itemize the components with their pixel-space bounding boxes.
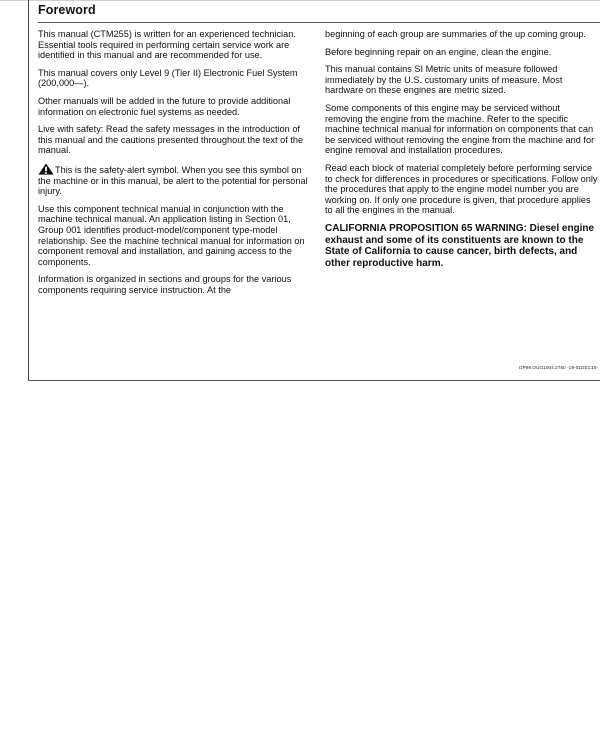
paragraph-service-without-removal: Some components of this engine may be serviced without removing the engine from the machine. Refer to the specific machine technical manual for information on components that can be serviced without removing the engine from the machine and for engine removal and installation procedures.: [325, 102, 595, 156]
heading-divider: [38, 22, 600, 23]
paragraph-live-with-safety: Live with safety: Read the safety messages in the introduction of this manual and the cautions presented throughout the text of the manual.: [38, 124, 304, 156]
document-code: DP99,OUO1004,2760 -19-01DEC10-: [519, 365, 598, 370]
paragraph-coverage: This manual covers only Level 9 (Tier II) Electronic Fuel System (200,000—).: [38, 67, 298, 89]
safety-alert-text: This is the safety-alert symbol. When you see this symbol on the machine or in this manual, be alert to the potential for personal injury.: [38, 164, 308, 197]
prop65-warning: CALIFORNIA PROPOSITION 65 WARNING: Diesel engine exhaust and some of its constituents are known to the State of California to cause cancer, birth defects, and other reproductive harm.: [325, 222, 595, 269]
left-column: [38, 29, 310, 302]
paragraph-other-manuals: Other manuals will be added in the future to provide additional information on electronic fuel systems as needed.: [38, 95, 291, 117]
paragraph-metric-units: This manual contains SI Metric units of measure followed immediately by the U.S. customary units of measure. Most hardware on these engines are metric sized.: [325, 64, 563, 96]
paragraph-group-summaries: beginning of each group are summaries of the up coming group.: [325, 29, 586, 39]
paragraph-safety-alert: [38, 163, 310, 197]
paragraph-component-manual: Use this component technical manual in conjunction with the machine technical manual. An application listing in Section 01, Group 001 identifies product-model/component type-model relationship. See the machine technical manual for information on component removal and installation, and gaining access to the components.: [38, 203, 305, 267]
bottom-rule: [28, 380, 600, 381]
right-column: [325, 29, 600, 276]
left-margin-rule: [28, 0, 29, 381]
warning-triangle-icon: [38, 163, 54, 175]
paragraph-read-each-block: Read each block of material completely before performing service to check for differences in procedures or specifications. Follow only the procedures that apply to the engine model number you are working on. If only one procedure is given, that procedure applies to all the engines in the manual.: [325, 162, 598, 216]
page-top-rule: [0, 0, 600, 1]
paragraph-clean-engine: Before beginning repair on an engine, clean the engine.: [325, 46, 552, 57]
paragraph-organization: Information is organized in sections and groups for the various components requiring service instruction. At the: [38, 274, 292, 295]
page-title: Foreword: [38, 3, 96, 17]
paragraph-intro: This manual (CTM255) is written for an experienced technician. Essential tools required in performing certain service work are identified in this manual and are recommended for use.: [38, 29, 296, 61]
